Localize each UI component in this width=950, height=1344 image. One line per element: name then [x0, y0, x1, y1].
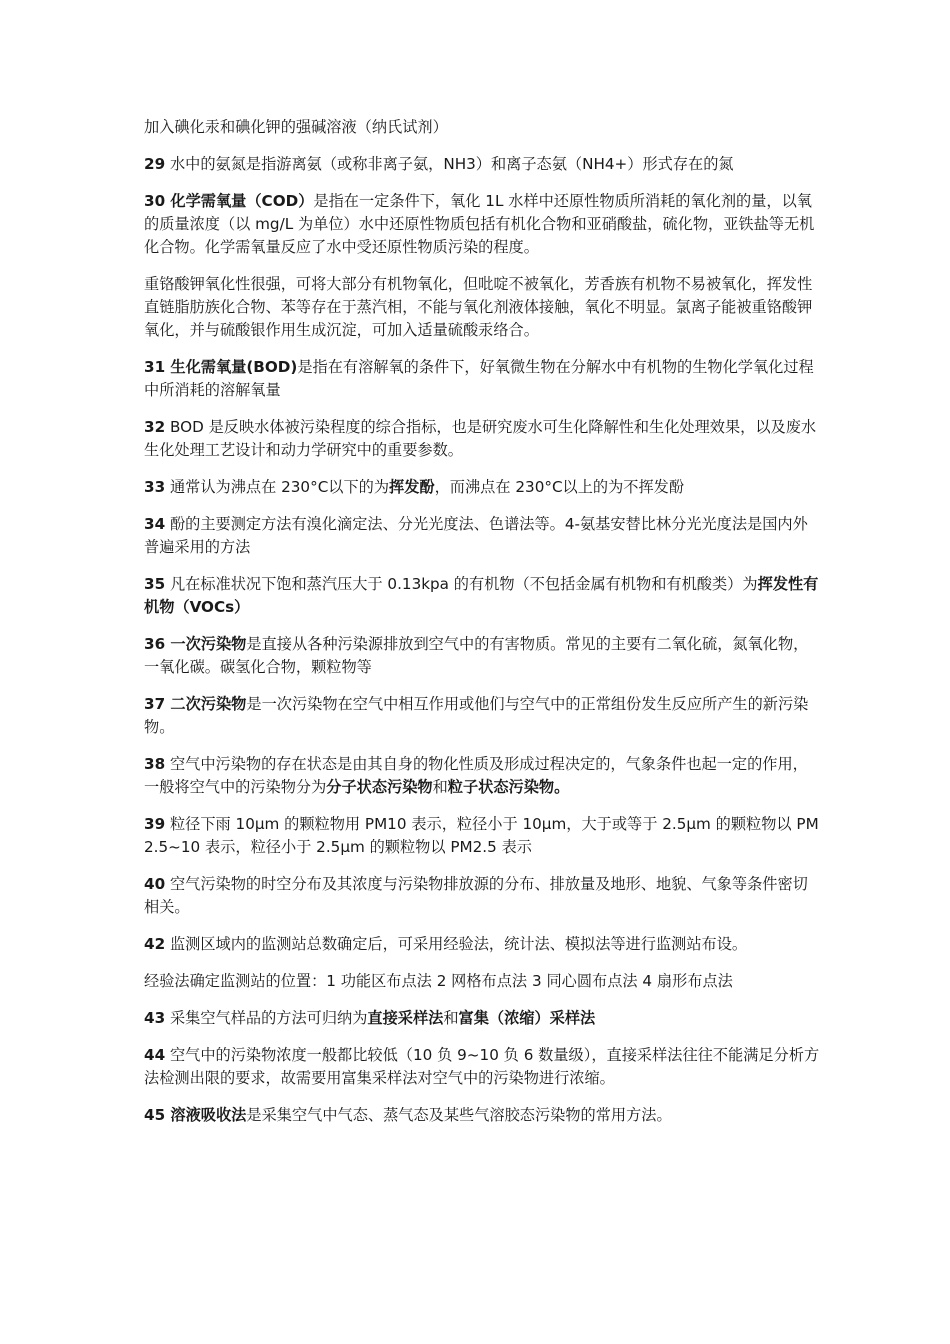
- bold-text: 45 溶液吸收法: [144, 1106, 247, 1124]
- text-run: 是指在有溶解氧的条件下，好氧微生物在分解水中有机物的生物化学氧化过程中所消耗的溶解氧量: [144, 358, 814, 399]
- bold-text: 直接采样法: [367, 1009, 444, 1027]
- bold-text: 42: [144, 935, 166, 953]
- text-run: 凡在标准状况下饱和蒸汽压大于 0.13kpa 的有机物（不包括金属有机物和有机酸类）为: [165, 575, 758, 593]
- bold-text: 分子状态污染物: [326, 778, 433, 796]
- bold-text: 29: [144, 155, 166, 173]
- paragraph: [144, 1007, 822, 1030]
- bold-text: 43: [144, 1009, 166, 1027]
- paragraph: [144, 753, 822, 799]
- text-run: 是采集空气中气态、蒸气态及某些气溶胶态污染物的常用方法。: [246, 1106, 672, 1124]
- text-run: ，而沸点在 230°C以上的为不挥发酚: [434, 478, 685, 496]
- text-run: 通常认为沸点在 230°C以下的为: [165, 478, 390, 496]
- text-run: 采集空气样品的方法可归纳为: [165, 1009, 368, 1027]
- paragraph: [144, 813, 822, 859]
- text-run: 是指在一定条件下，氧化 1L 水样中还原性物质所消耗的氧化剂的量，以氧的质量浓度（以 mg/L 为单位）水中还原性物质包括有机化合物和亚硝酸盐，硫化物，亚铁盐等无机化合物。化学需氧量反应了水中受还原性物质污染的程度。: [144, 192, 815, 256]
- bold-text: 44: [144, 1046, 166, 1064]
- bold-text: 38: [144, 755, 166, 773]
- text-run: 是一次污染物在空气中相互作用或他们与空气中的正常组份发生反应所产生的新污染物。: [144, 695, 809, 736]
- paragraph: [144, 356, 822, 402]
- paragraph: [144, 476, 822, 499]
- text-run: 监测区域内的监测站总数确定后，可采用经验法，统计法、模拟法等进行监测站布设。: [165, 935, 748, 953]
- paragraph: [144, 970, 822, 993]
- text-run: 空气中的污染物浓度一般都比较低（10 负 9~10 负 6 数量级），直接采样法往往不能满足分析方法检测出限的要求，故需要用富集采样法对空气中的污染物进行浓缩。: [144, 1046, 820, 1087]
- text-run: 重铬酸钾氧化性很强，可将大部分有机物氧化，但吡啶不被氧化，芳香族有机物不易被氧化，挥发性直链脂肪族化合物、苯等存在于蒸汽相，不能与氧化剂液体接触，氧化不明显。氯离子能被重铬酸钾氧化，并与硫酸银作用生成沉淀，可加入适量硫酸汞络合。: [144, 275, 813, 339]
- paragraph: [144, 116, 822, 139]
- bold-text: 挥发性有机物（VOCs）: [144, 575, 819, 616]
- paragraph: [144, 1104, 822, 1127]
- bold-text: 富集（浓缩）采样法: [458, 1009, 596, 1027]
- text-run: BOD 是反映水体被污染程度的综合指标，也是研究废水可生化降解性和生化处理效果，以及废水生化处理工艺设计和动力学研究中的重要参数。: [144, 418, 817, 459]
- bold-text: 32: [144, 418, 166, 436]
- text-run: 加入碘化汞和碘化钾的强碱溶液（纳氏试剂）: [144, 118, 448, 136]
- text-run: 水中的氨氮是指游离氨（或称非离子氨，NH3）和离子态氨（NH4+）形式存在的氮: [165, 155, 734, 173]
- bold-text: 37 二次污染物: [144, 695, 247, 713]
- text-run: 是直接从各种污染源排放到空气中的有害物质。常见的主要有二氧化硫，氮氧化物，一氧化碳。碳氢化合物，颗粒物等: [144, 635, 809, 676]
- text-run: 经验法确定监测站的位置：1 功能区布点法 2 网格布点法 3 同心圆布点法 4 扇形布点法: [144, 972, 733, 990]
- text-run: 空气污染物的时空分布及其浓度与污染物排放源的分布、排放量及地形、地貌、气象等条件密切相关。: [144, 875, 808, 916]
- document-body: [144, 116, 822, 1141]
- text-run: 和: [443, 1009, 459, 1027]
- paragraph: [144, 873, 822, 919]
- bold-text: 36 一次污染物: [144, 635, 247, 653]
- paragraph: [144, 933, 822, 956]
- paragraph: [144, 513, 822, 559]
- text-run: 和: [432, 778, 448, 796]
- paragraph: [144, 693, 822, 739]
- paragraph: [144, 633, 822, 679]
- text-run: 空气中污染物的存在状态是由其自身的物化性质及形成过程决定的，气象条件也起一定的作用，一般将空气中的污染物分为: [144, 755, 808, 796]
- paragraph: [144, 573, 822, 619]
- text-run: 酚的主要测定方法有溴化滴定法、分光光度法、色谱法等。4-氨基安替比林分光光度法是国内外普遍采用的方法: [144, 515, 808, 556]
- paragraph: [144, 1044, 822, 1090]
- bold-text: 31 生化需氧量(BOD): [144, 358, 298, 376]
- paragraph: [144, 273, 822, 342]
- paragraph: [144, 153, 822, 176]
- bold-text: 粒子状态污染物。: [447, 778, 570, 796]
- bold-text: 34: [144, 515, 166, 533]
- bold-text: 33: [144, 478, 166, 496]
- paragraph: [144, 416, 822, 462]
- bold-text: 35: [144, 575, 166, 593]
- bold-text: 挥发酚: [389, 478, 435, 496]
- bold-text: 30 化学需氧量（COD）: [144, 192, 314, 210]
- paragraph: [144, 190, 822, 259]
- bold-text: 40: [144, 875, 166, 893]
- bold-text: 39: [144, 815, 166, 833]
- text-run: 粒径下雨 10μm 的颗粒物用 PM10 表示，粒径小于 10μm，大于或等于 2.5μm 的颗粒物以 PM2.5~10 表示，粒径小于 2.5μm 的颗粒物以 PM2.5 表示: [144, 815, 819, 856]
